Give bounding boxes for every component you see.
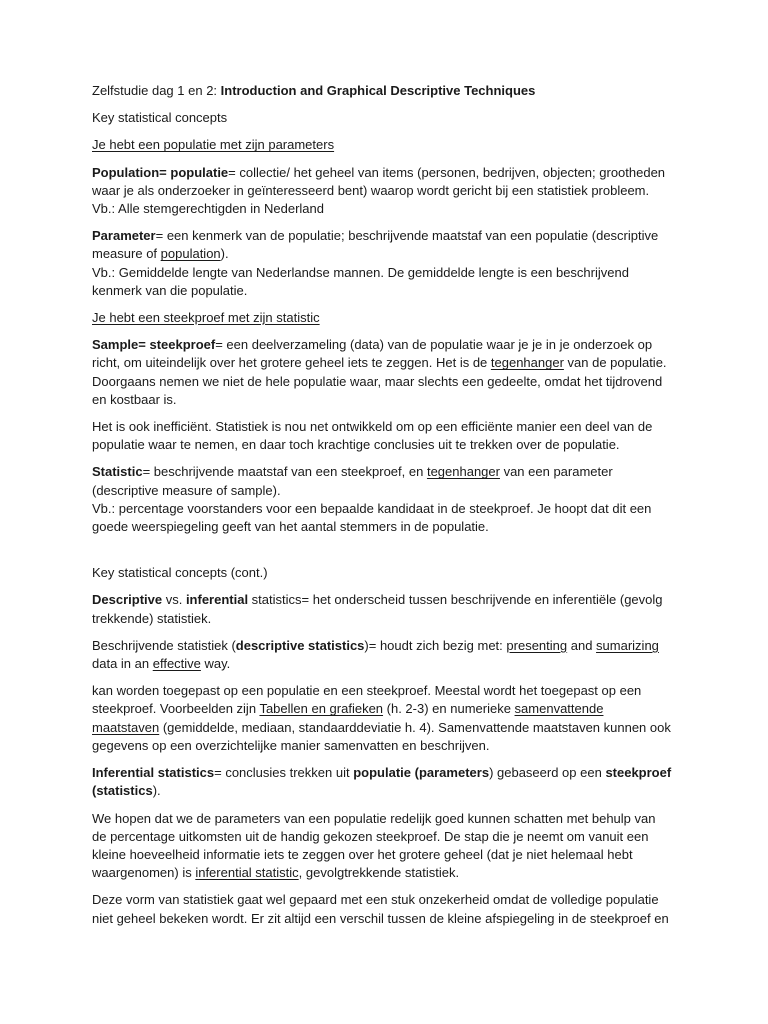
text-line: gegevens op een overzichtelijke manier samenvatten en beschrijven. bbox=[92, 737, 490, 753]
text-line bbox=[92, 82, 682, 100]
text-span: ) gebaseerd op een bbox=[489, 765, 606, 781]
text-line: Doorgaans nemen we niet de hele populatie waar, maar slechts een gedeelte, omdat het tijdrovend bbox=[92, 373, 663, 389]
bold-text: Parameter bbox=[92, 228, 156, 244]
text-span: ). bbox=[152, 783, 161, 799]
text-line bbox=[92, 245, 682, 263]
text-line: de percentage uitkomsten uit de handig gekozen steekproef. De stap die je neemt om vanuit een bbox=[92, 828, 649, 844]
bold-text: populatie bbox=[170, 164, 229, 180]
document-page bbox=[92, 82, 682, 937]
text-line bbox=[92, 463, 682, 481]
text-span: and bbox=[567, 637, 597, 653]
underlined-text: sumarizing bbox=[596, 637, 659, 653]
section-heading-key-concepts bbox=[92, 109, 682, 127]
text-line bbox=[92, 637, 682, 655]
text-line: Vb.: percentage voorstanders voor een bepaalde kandidaat in de steekproef. Je hoopt dat dit een bbox=[92, 500, 652, 516]
paragraph-uncertainty bbox=[92, 891, 682, 927]
text-line: kenmerk van die populatie. bbox=[92, 282, 248, 298]
subheading-population bbox=[92, 136, 682, 154]
text-line: Key statistical concepts bbox=[92, 110, 228, 126]
text-line: Key statistical concepts (cont.) bbox=[92, 565, 268, 581]
bold-text: inferential bbox=[185, 592, 249, 608]
bold-text: = bbox=[159, 164, 171, 180]
text-span: = een deelverzameling (data) van de populatie waar je je in je onderzoek op bbox=[215, 337, 653, 353]
bold-text: steekproef bbox=[149, 337, 216, 353]
text-line: trekkende) statistiek. bbox=[92, 610, 212, 626]
text-span: Beschrijvende statistiek ( bbox=[92, 637, 236, 653]
text-span: (h. 2-3) en numerieke bbox=[383, 701, 515, 717]
text-line bbox=[92, 227, 682, 245]
underlined-text: Je hebt een steekproef met zijn statistic bbox=[92, 310, 320, 326]
text-line: Vb.: Alle stemgerechtigden in Nederland bbox=[92, 201, 324, 217]
text-span: )= houdt zich bezig met: bbox=[364, 637, 507, 653]
text-span: way. bbox=[200, 656, 231, 672]
paragraph-applied bbox=[92, 682, 682, 755]
bold-text: Inferential statistics bbox=[92, 765, 215, 781]
text-line bbox=[92, 336, 682, 354]
bold-text: = bbox=[138, 337, 150, 353]
underlined-text: tegenhanger bbox=[490, 355, 564, 371]
text-span: van een parameter bbox=[499, 464, 613, 480]
text-line bbox=[92, 655, 682, 673]
text-span: = collectie/ het geheel van items (personen, bedrijven, objecten; grootheden bbox=[228, 164, 666, 180]
text-line: Het is ook inefficiënt. Statistiek is nou net ontwikkeld om op een efficiënte manier een deel van de bbox=[92, 419, 653, 435]
underlined-text: maatstaven bbox=[92, 719, 160, 735]
bold-text: Statistic bbox=[92, 464, 143, 480]
text-span: ). bbox=[220, 246, 229, 262]
text-line bbox=[92, 700, 682, 718]
text-span: measure of bbox=[92, 246, 161, 262]
text-span: steekproef. Voorbeelden zijn bbox=[92, 701, 260, 717]
text-line: niet geheel bekeken wordt. Er zit altijd een verschil tussen de kleine afspiegeling in de steekproef en bbox=[92, 910, 669, 926]
section-heading-key-concepts-cont bbox=[92, 564, 682, 582]
underlined-text: effective bbox=[152, 656, 201, 672]
text-line bbox=[92, 864, 682, 882]
underlined-text: inferential statistic bbox=[195, 865, 299, 881]
text-line bbox=[92, 309, 682, 327]
underlined-text: samenvattende bbox=[514, 701, 604, 717]
text-line bbox=[92, 719, 682, 737]
paragraph-descriptive-statistics bbox=[92, 637, 682, 673]
paragraph-inferential-statistics bbox=[92, 764, 682, 800]
text-line bbox=[92, 136, 682, 154]
text-line: kan worden toegepast op een populatie en een steekproef. Meestal wordt het toegepast op een bbox=[92, 683, 642, 699]
text-span: , gevolgtrekkende statistiek. bbox=[298, 865, 460, 881]
bold-text: Population bbox=[92, 164, 160, 180]
text-line bbox=[92, 591, 682, 609]
bold-text: (parameters bbox=[414, 765, 490, 781]
paragraph-hope bbox=[92, 810, 682, 883]
text-span: = conclusies trekken uit bbox=[214, 765, 354, 781]
text-line bbox=[92, 164, 682, 182]
text-span: (gemiddelde, mediaan, standaarddeviatie h. 4). Samenvattende maatstaven kunnen ook bbox=[159, 719, 671, 735]
subheading-sample bbox=[92, 309, 682, 327]
document-title bbox=[92, 82, 682, 100]
bold-text: (statistics bbox=[92, 783, 153, 799]
paragraph-descriptive-vs-inferential bbox=[92, 591, 682, 627]
paragraph-population bbox=[92, 164, 682, 219]
text-line bbox=[92, 354, 682, 372]
bold-text: populatie bbox=[353, 765, 411, 781]
paragraph-statistic bbox=[92, 463, 682, 536]
text-span: = een kenmerk van de populatie; beschrijvende maatstaf van een populatie (descriptive bbox=[155, 228, 659, 244]
bold-text: Descriptive bbox=[92, 592, 163, 608]
underlined-text: Tabellen en grafieken bbox=[259, 701, 384, 717]
text-line: populatie waar te nemen, en daar toch krachtige conclusies uit te trekken over de populatie. bbox=[92, 437, 620, 453]
text-span: vs. bbox=[162, 592, 186, 608]
text-line: Deze vorm van statistiek gaat wel gepaard met een stuk onzekerheid omdat de volledige populatie bbox=[92, 892, 659, 908]
text-span: = beschrijvende maatstaf van een steekproef, en bbox=[142, 464, 427, 480]
text-span: waargenomen) is bbox=[92, 865, 196, 881]
underlined-text: Je hebt een populatie met zijn parameters bbox=[92, 137, 335, 153]
bold-text: Sample bbox=[92, 337, 139, 353]
underlined-text: population bbox=[160, 246, 221, 262]
text-line: We hopen dat we de parameters van een populatie redelijk goed kunnen schatten met behulp van bbox=[92, 810, 656, 826]
text-line: kleine hoeveelheid informatie iets te zeggen over het grotere geheel (dat je niet helemaal hebt bbox=[92, 846, 633, 862]
text-span: data in an bbox=[92, 656, 153, 672]
bold-text: steekproef bbox=[605, 765, 672, 781]
text-line: en kostbaar is. bbox=[92, 391, 177, 407]
text-line bbox=[92, 782, 682, 800]
paragraph-parameter bbox=[92, 227, 682, 300]
text-line: Vb.: Gemiddelde lengte van Nederlandse mannen. De gemiddelde lengte is een beschrijvend bbox=[92, 264, 629, 280]
paragraph-sample bbox=[92, 336, 682, 409]
underlined-text: tegenhanger bbox=[426, 464, 500, 480]
text-line: (descriptive measure of sample). bbox=[92, 482, 281, 498]
text-line: goede weerspiegeling geeft van het aantal stemmers in de populatie. bbox=[92, 519, 489, 535]
underlined-text: presenting bbox=[506, 637, 568, 653]
title-prefix: Zelfstudie dag 1 en 2: bbox=[92, 83, 221, 98]
text-span: statistics= het onderscheid tussen beschrijvende en inferentiële (gevolg bbox=[248, 592, 663, 608]
title-bold: Introduction and Graphical Descriptive Techniques bbox=[220, 83, 536, 98]
text-line: waar je als onderzoeker in geïnteresseerd bent) waarop wordt gericht bij een statistiek probleem. bbox=[92, 182, 650, 198]
paragraph-inefficient bbox=[92, 418, 682, 454]
text-line bbox=[92, 764, 682, 782]
bold-text: descriptive statistics bbox=[235, 637, 365, 653]
text-span: van de populatie. bbox=[563, 355, 667, 371]
text-span: richt, om uiteindelijk over het grotere geheel iets te zeggen. Het is de bbox=[92, 355, 491, 371]
